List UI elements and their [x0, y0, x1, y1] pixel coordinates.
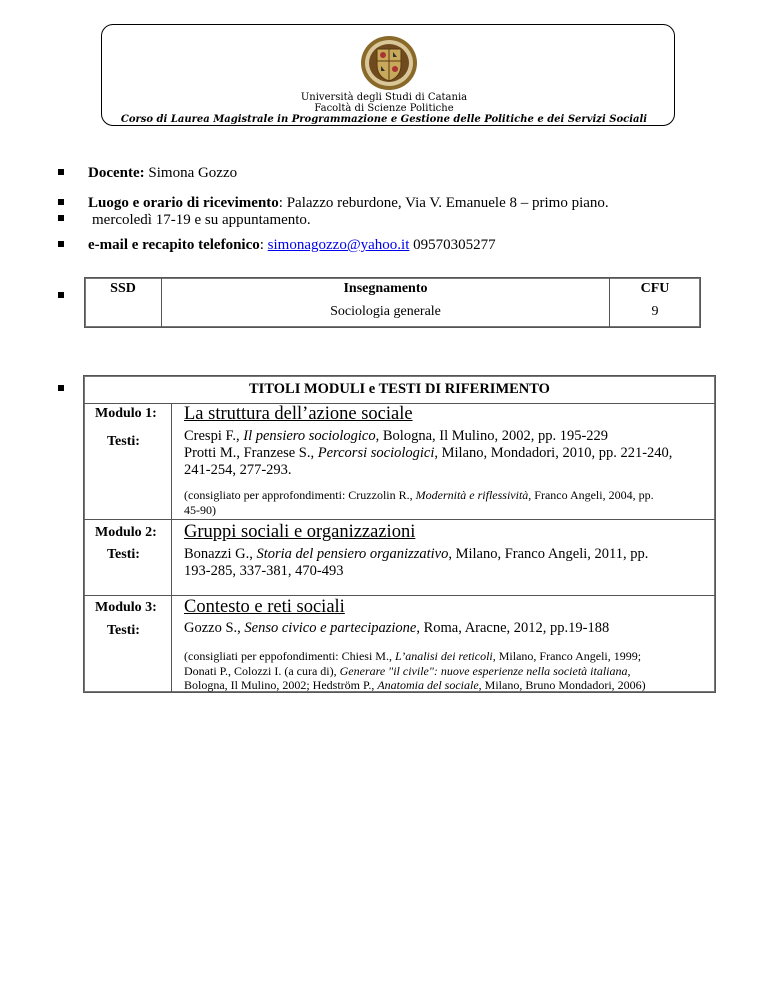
- note-details: , Franco Angeli, 2004, pp.: [528, 488, 654, 502]
- bullet-icon: [58, 292, 64, 298]
- ref-author: Crespi F.,: [184, 428, 244, 444]
- note-details: , Milano, Franco Angeli, 1999;: [492, 649, 642, 663]
- insegnamento-cell: [161, 277, 610, 328]
- docente-label: Docente:: [88, 165, 145, 181]
- course-name: Corso di Laurea Magistrale in Programmazione e Gestione delle Politiche e dei Servizi Sociali: [120, 114, 648, 125]
- ref-title: Storia del pensiero organizzativo: [256, 546, 449, 562]
- ref-details: , Bologna, Il Mulino, 2002, pp. 195-229: [375, 428, 609, 444]
- moduli-heading: TITOLI MODULI e TESTI DI RIFERIMENTO: [249, 381, 550, 397]
- note-title: L’analisi dei reticoli: [394, 649, 493, 663]
- ref-author: Gozzo S.,: [184, 620, 245, 636]
- modulo-2-ref-1-cont: 193-285, 337-381, 470-493: [184, 563, 344, 579]
- modulo-1-label-cell: [83, 403, 172, 520]
- moduli-table: [83, 375, 716, 693]
- modulo-1-testi-label: Testi:: [107, 434, 140, 449]
- modulo-2-ref-1: [184, 546, 709, 563]
- bullet-icon: [58, 199, 64, 205]
- note-title: Modernità e riflessività: [415, 488, 529, 502]
- modulo-1-testi: [184, 428, 709, 479]
- modulo-1-ref-2-cont: 241-254, 277-293.: [184, 462, 292, 478]
- ref-title: Senso civico e partecipazione: [244, 620, 417, 636]
- ref-author: Bonazzi G.,: [184, 546, 257, 562]
- modulo-3-testi: [184, 620, 709, 637]
- note-details: , Milano, Bruno Mondadori, 2006): [478, 678, 646, 692]
- note-title: Anatomia del sociale: [377, 678, 479, 692]
- university-seal-logo: [360, 35, 418, 91]
- bullet-icon: [58, 215, 64, 221]
- note-cont: 45-90): [184, 502, 216, 517]
- cfu-cell: [609, 277, 701, 328]
- phone-number: 09570305277: [409, 237, 496, 253]
- contatti-line: [88, 236, 496, 254]
- modulo-2-title: Gruppi sociali e organizzazioni: [184, 522, 416, 542]
- email-label: e-mail e recapito telefonico: [88, 237, 260, 253]
- modulo-1-ref-1: [184, 428, 709, 445]
- modulo-3-title: Contesto e reti sociali: [184, 597, 345, 617]
- bullet-icon: [58, 241, 64, 247]
- insegnamento-header: Insegnamento: [343, 281, 428, 296]
- bullet-icon: [58, 385, 64, 391]
- bullet-icon: [58, 169, 64, 175]
- note-text: Donati P., Colozzi I. (a cura di),: [184, 663, 340, 678]
- modulo-2-label-cell: [83, 519, 172, 596]
- insegnamento-value: Sociologia generale: [330, 304, 441, 319]
- modulo-1-ref-2: [184, 445, 709, 462]
- docente-line: [88, 164, 237, 182]
- modulo-2-label: Modulo 2:: [95, 525, 157, 540]
- modulo-2-testi: [184, 546, 709, 580]
- moduli-heading-cell: [83, 375, 716, 404]
- modulo-3-label: Modulo 3:: [95, 600, 157, 615]
- ricevimento-value: : Palazzo reburdone, Via V. Emanuele 8 – primo piano.: [278, 195, 609, 211]
- cfu-value: 9: [651, 304, 659, 319]
- modulo-3-note: [184, 649, 712, 693]
- ssd-cell: [84, 277, 162, 328]
- ssd-table: [84, 277, 701, 328]
- modulo-1-label: Modulo 1:: [95, 406, 157, 421]
- ref-title: Il pensiero sociologico: [243, 428, 376, 444]
- ref-details: , Milano, Mondadori, 2010, pp. 221-240,: [434, 445, 673, 461]
- ref-details: , Milano, Franco Angeli, 2011, pp.: [448, 546, 649, 562]
- email-separator: :: [259, 237, 268, 253]
- ricevimento-line: [88, 194, 609, 212]
- ref-author: Protti M., Franzese S.,: [184, 445, 318, 461]
- ricevimento-label: Luogo e orario di ricevimento: [88, 195, 279, 211]
- note-text: Bologna, Il Mulino, 2002; Hedström P.,: [184, 678, 378, 692]
- modulo-1-title: La struttura dell’azione sociale: [184, 404, 413, 424]
- modulo-3-ref-1: [184, 620, 709, 637]
- ref-details: , Roma, Aracne, 2012, pp.19-188: [416, 620, 610, 636]
- note-title: Generare "il civile": nuove esperienze nella società italiana,: [339, 663, 631, 678]
- university-name: Università degli Studi di Catania: [300, 92, 468, 103]
- modulo-1-content-cell: [171, 403, 716, 520]
- modulo-3-label-cell: [83, 595, 172, 693]
- docente-value: Simona Gozzo: [144, 165, 238, 181]
- ref-title: Percorsi sociologici: [317, 445, 435, 461]
- modulo-2-content-cell: [171, 519, 716, 596]
- email-link[interactable]: simonagozzo@yahoo.it: [267, 237, 410, 253]
- note-text: (consigliati per eppofondimenti: Chiesi M.,: [184, 649, 395, 663]
- modulo-2-testi-label: Testi:: [107, 547, 140, 562]
- cfu-header: CFU: [640, 281, 670, 296]
- modulo-3-testi-label: Testi:: [107, 623, 140, 638]
- orario-line: mercoledì 17-19 e su appuntamento.: [92, 212, 311, 228]
- faculty-name: Facoltà di Scienze Politiche: [314, 103, 454, 114]
- modulo-3-content-cell: [171, 595, 716, 693]
- modulo-1-note: [184, 488, 709, 517]
- note-text: (consigliato per approfondimenti: Cruzzolin R.,: [184, 488, 416, 502]
- ssd-header: SSD: [110, 281, 136, 296]
